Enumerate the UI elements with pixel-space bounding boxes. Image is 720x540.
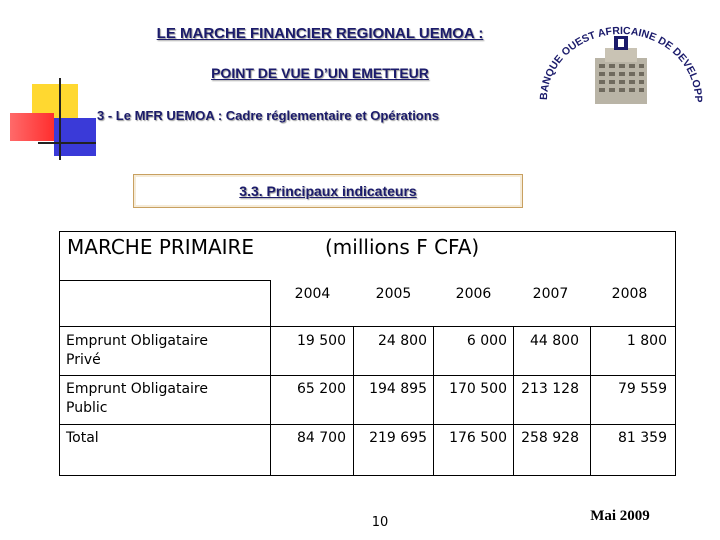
boad-logo-graphic xyxy=(535,18,705,108)
table-left-title: MARCHE PRIMAIRE xyxy=(67,235,255,259)
row-label: Privé xyxy=(66,352,101,368)
table-cell: 176 500 xyxy=(449,430,507,446)
table-cell: 19 500 xyxy=(297,333,346,349)
year-header: 2005 xyxy=(375,286,412,302)
table-cell: 170 500 xyxy=(449,381,507,397)
year-header: 2008 xyxy=(611,286,648,302)
building-icon xyxy=(595,36,647,104)
table-cell: 219 695 xyxy=(369,430,427,446)
table-rule xyxy=(270,280,271,476)
year-header: 2004 xyxy=(294,286,331,302)
table-rule xyxy=(59,375,676,376)
table-rule xyxy=(59,424,676,425)
table-cell: 6 000 xyxy=(466,333,507,349)
row-label: Public xyxy=(66,400,108,416)
table-rule xyxy=(59,280,270,281)
section-heading-box xyxy=(133,174,523,208)
decor-red-square xyxy=(10,113,54,141)
table-cell: 1 800 xyxy=(626,333,667,349)
table-cell: 44 800 xyxy=(530,333,579,349)
decor-horizontal-line xyxy=(38,142,96,144)
row-label: Emprunt Obligataire xyxy=(66,333,208,349)
year-header: 2007 xyxy=(532,286,569,302)
table-rule xyxy=(59,326,676,327)
table-cell: 194 895 xyxy=(369,381,427,397)
logo-arc-text: BANQUE OUEST AFRICAINE DE DEVELOPP xyxy=(537,24,705,103)
table-cell: 81 359 xyxy=(618,430,667,446)
table-cell: 65 200 xyxy=(297,381,346,397)
footer-date: Mai 2009 xyxy=(590,508,650,524)
section-heading: 3.3. Principaux indicateurs xyxy=(239,183,417,199)
boad-logo xyxy=(535,18,705,108)
page-title: LE MARCHE FINANCIER REGIONAL UEMOA : xyxy=(156,25,484,42)
decor-vertical-line xyxy=(59,78,61,160)
table-cell: 84 700 xyxy=(297,430,346,446)
table-cell: 24 800 xyxy=(378,333,427,349)
table-cell: 79 559 xyxy=(618,381,667,397)
row-label: Total xyxy=(66,430,99,446)
year-header: 2006 xyxy=(455,286,492,302)
row-label: Emprunt Obligataire xyxy=(66,381,208,397)
page-number: 10 xyxy=(371,515,389,530)
table-cell: 213 128 xyxy=(521,381,579,397)
section-line: 3 - Le MFR UEMOA : Cadre réglementaire et Opérations xyxy=(97,108,439,123)
table-unit-title: (millions F CFA) xyxy=(325,235,480,259)
table-cell: 258 928 xyxy=(521,430,579,446)
page-subtitle: POINT DE VUE D’UN EMETTEUR xyxy=(211,65,429,81)
